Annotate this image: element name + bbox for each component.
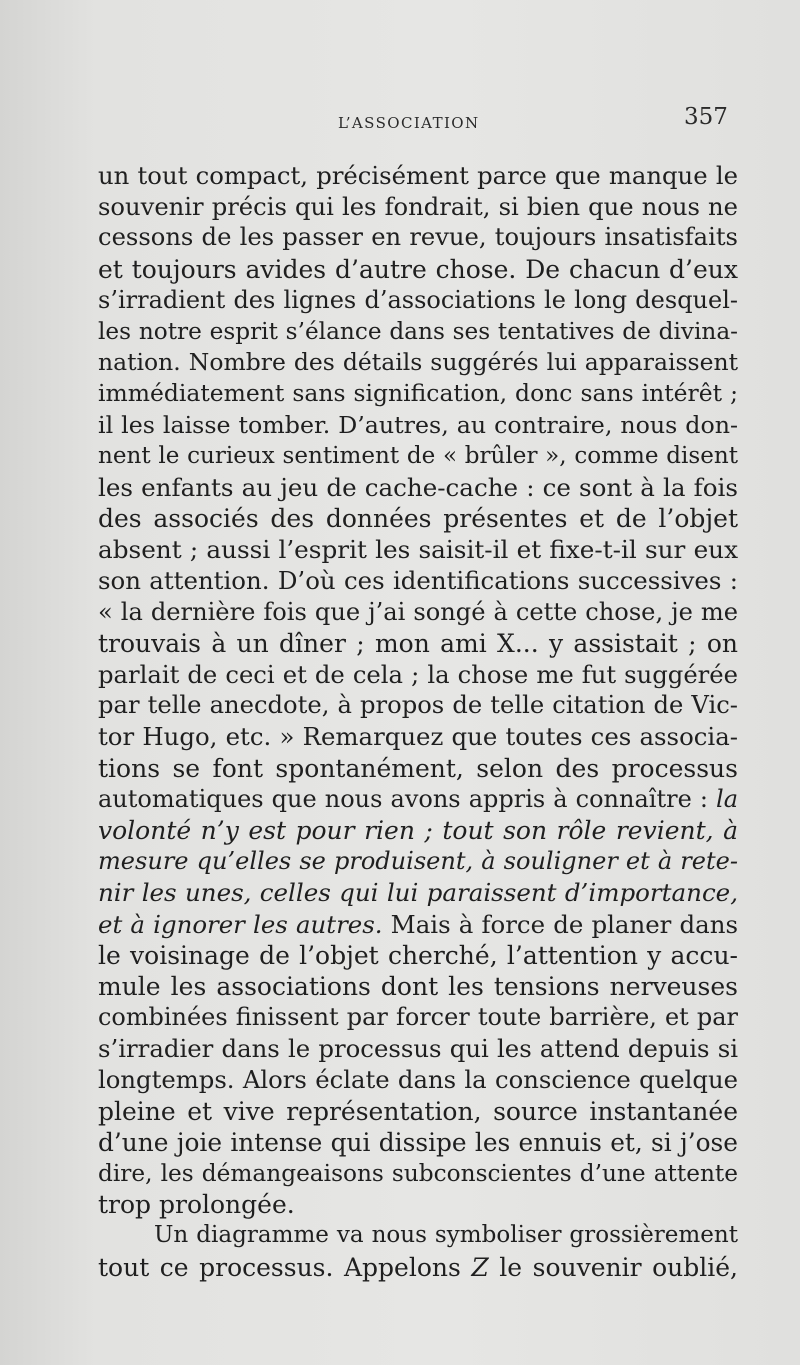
- text-line: tions se font spontanément, selon des processus: [98, 753, 738, 783]
- text-line: s’irradier dans le processus qui les attend depuis si: [98, 1034, 738, 1064]
- text-line: automatiques que nous avons appris à connaître : la: [98, 784, 738, 813]
- text-line: des associés des données présentes et de l’objet: [98, 504, 738, 534]
- text-line: nent le curieux sentiment de « brûler », comme disent: [98, 442, 738, 469]
- text-line: souvenir précis qui les fondrait, si bien que nous ne: [98, 192, 738, 222]
- text-line: un tout compact, précisément parce que manque le: [98, 161, 738, 190]
- italic-text: Z: [471, 1252, 489, 1282]
- text-line: Un diagramme va nous symboliser grossièrement: [154, 1222, 738, 1249]
- text-line: [98, 877, 738, 908]
- italic-text: la: [716, 784, 738, 813]
- body-text: [98, 160, 738, 1283]
- text-line: il les laisse tomber. D’autres, au contraire, nous don-: [98, 410, 738, 439]
- text-line: par telle anecdote, à propos de telle citation de Vic-: [98, 691, 738, 720]
- text-line: combinées finissent par forcer toute barrière, et par: [98, 1003, 738, 1032]
- italic-text: nir les unes, celles qui lui paraissent d’importance,: [98, 878, 738, 908]
- text-line: pleine et vive représentation, source instantanée: [98, 1096, 738, 1126]
- text-line: trop prolongée.: [98, 1190, 295, 1220]
- text-line: et toujours avides d’autre chose. De chacun d’eux: [98, 254, 738, 284]
- text-line: tout ce processus. Appelons Z le souvenir oublié,: [98, 1252, 738, 1282]
- text-line: mule les associations dont les tensions nerveuses: [98, 971, 738, 1001]
- page-number: 357: [684, 104, 728, 130]
- text-line: immédiatement sans signification, donc sans intérêt ;: [98, 379, 738, 408]
- italic-text: volonté n’y est pour rien ; tout son rôle revient, à: [98, 815, 738, 845]
- text-line: dire, les démangeaisons subconscientes d’une attente: [98, 1160, 738, 1187]
- text-line: « la dernière fois que j’ai songé à cette chose, je me: [98, 597, 738, 626]
- italic-text: et à ignorer les autres.: [98, 909, 383, 939]
- text-line: les enfants au jeu de cache-cache : ce sont à la fois: [98, 472, 738, 502]
- text-line: absent ; aussi l’esprit les saisit-il et fixe-t-il sur eux: [98, 535, 738, 565]
- text-line: et à ignorer les autres. Mais à force de planer dans: [98, 909, 738, 939]
- text-line: longtemps. Alors éclate dans la conscience quelque: [98, 1065, 738, 1095]
- text-line: s’irradient des lignes d’associations le long desquel-: [98, 285, 738, 314]
- text-line: d’une joie intense qui dissipe les ennuis et, si j’ose: [98, 1127, 738, 1157]
- text-line: le voisinage de l’objet cherché, l’attention y accu-: [98, 940, 738, 970]
- text-line: nation. Nombre des détails suggérés lui apparaissent: [98, 348, 738, 377]
- text-line: cessons de les passer en revue, toujours insatisfaits: [98, 223, 738, 252]
- text-line: [98, 846, 738, 877]
- italic-text: mesure qu’elles se produisent, à souligner et à rete-: [98, 847, 738, 876]
- text-line: tor Hugo, etc. » Remarquez que toutes ces associa-: [98, 722, 738, 752]
- text-line: son attention. D’où ces identifications successives :: [98, 566, 738, 596]
- text-line: [98, 815, 738, 846]
- text-line: parlait de ceci et de cela ; la chose me fut suggérée: [98, 660, 738, 689]
- running-title: L’ASSOCIATION: [338, 114, 480, 132]
- text-line: les notre esprit s’élance dans ses tentatives de divina-: [98, 317, 738, 345]
- text-line: trouvais à un dîner ; mon ami X... y assistait ; on: [98, 628, 738, 658]
